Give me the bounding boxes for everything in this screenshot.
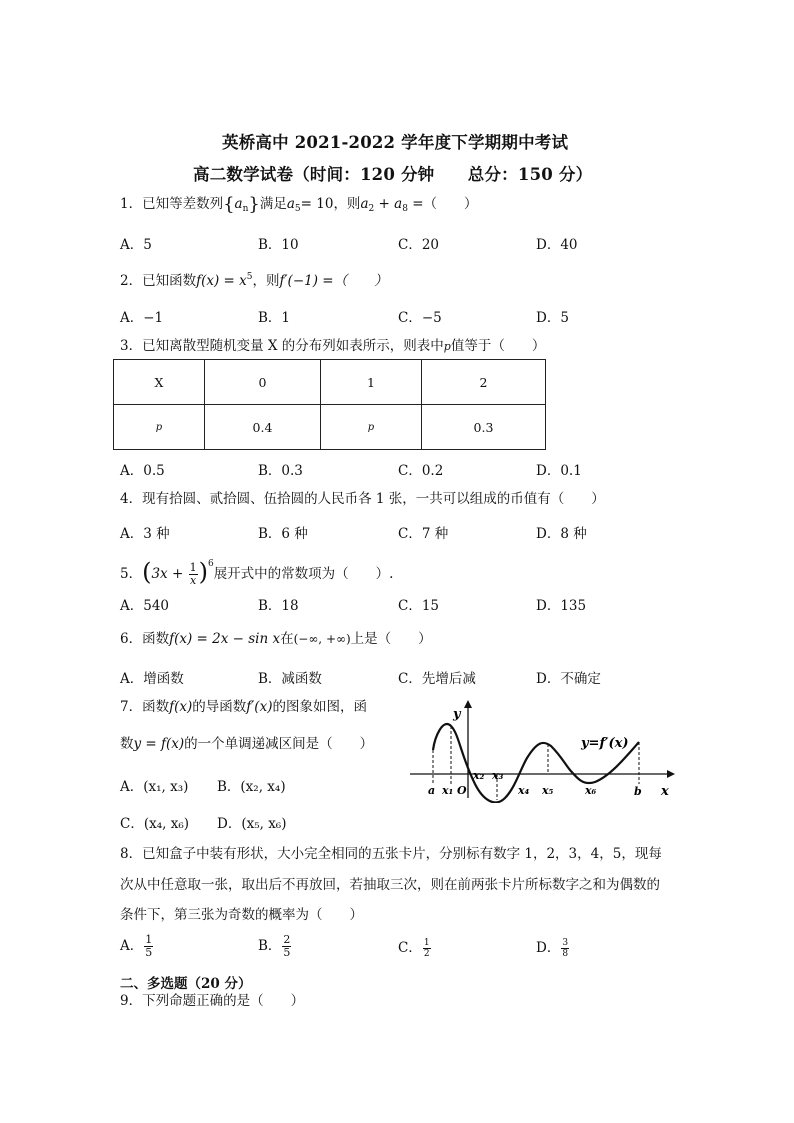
question-7-line-2: [120, 735, 373, 753]
exam-subtitle: 高二数学试卷（时间：120 分钟 总分：150 分）: [193, 165, 593, 184]
question-9: 9．下列命题正确的是（ ）: [120, 993, 305, 1009]
y-axis-label: y: [453, 707, 461, 722]
function-expr: f(x) = x: [196, 273, 247, 289]
table-row: [114, 405, 546, 450]
y-axis-arrow-icon: [464, 700, 472, 708]
option-label: C．: [398, 940, 422, 956]
q2-option-a: A．−1: [120, 310, 164, 326]
q1-option-b: B．10: [258, 237, 299, 253]
question-2-then: ，则: [252, 273, 280, 289]
q5-option-b: B．18: [258, 598, 299, 614]
q6-option-b: B．减函数: [258, 671, 322, 687]
option-fraction: [561, 938, 569, 959]
fraction-denominator: x: [189, 574, 197, 587]
fraction-numerator: 1: [423, 938, 430, 948]
question-3: [120, 337, 545, 356]
question-1-lead: 1．已知等差数列: [120, 196, 224, 212]
fraction-denominator: 8: [562, 949, 569, 959]
q4-option-d: D．8 种: [536, 526, 587, 542]
q1-option-d: D．40: [536, 237, 578, 253]
table-cell: 1: [321, 360, 422, 405]
derivative-expr: f′(−1) =（ ）: [279, 273, 388, 289]
option-fraction: [144, 934, 153, 959]
fraction-numerator: 1: [189, 561, 197, 574]
q4-option-c: C．7 种: [398, 526, 449, 542]
question-6-lead: 6．函数: [120, 631, 170, 647]
fraction-denominator: 2: [423, 949, 430, 959]
question-3-text-b: 值等于（ ）: [450, 338, 546, 354]
tick-label-x2: x₂: [473, 769, 485, 782]
table-cell: X: [114, 360, 205, 405]
distribution-table: [113, 359, 546, 450]
q7-option-d: D．(x₅, x₆): [217, 816, 287, 832]
binomial-fraction: [189, 562, 198, 587]
question-2-lead: 2．已知函数: [120, 273, 197, 289]
q5-option-c: C．15: [398, 598, 440, 614]
question-7-line-2-tail: 的一个单调递减区间是（ ）: [184, 736, 374, 752]
question-5-text: 展开式中的常数项为（ ）.: [213, 566, 394, 582]
function-exponent: 5: [246, 272, 253, 282]
binomial-exponent: 6: [207, 559, 214, 569]
seq-subscript: n: [242, 204, 249, 214]
question-1-mid: 满足: [259, 196, 287, 212]
q2-option-d: D．5: [536, 310, 569, 326]
tick-label-b: b: [634, 785, 642, 798]
seq-symbol: a: [234, 196, 243, 212]
q8-option-d: [536, 936, 570, 959]
question-7-line-2-lead: 数: [120, 736, 134, 752]
question-8-line-3: 条件下，第三张为奇数的概率为（ ）: [120, 907, 363, 923]
q8-option-a: [120, 934, 154, 959]
question-7-line-1: [120, 698, 367, 716]
tick-label-o: O: [457, 784, 467, 797]
derivative-expr: f′(x): [246, 699, 273, 715]
question-1-tail: =（ ）: [407, 196, 478, 212]
tick-label-x3: x₃: [492, 769, 504, 782]
function-expr: f(x): [169, 699, 193, 715]
option-label: B．: [258, 938, 282, 954]
x-axis-arrow-icon: [667, 770, 675, 778]
function-expr: f(x) = 2x − sin x: [169, 631, 281, 647]
question-6-mid: 在: [280, 631, 294, 647]
question-5-lead: 5．: [120, 566, 143, 582]
left-brace-icon: {: [223, 194, 235, 215]
table-cell: p: [114, 405, 205, 450]
q4-option-b: B．6 种: [258, 526, 308, 542]
table-cell: p: [321, 405, 422, 450]
exam-title: 英桥高中 2021-2022 学年度下学期期中考试: [222, 133, 569, 152]
variable-p: p: [443, 340, 451, 353]
table-cell: 0.4: [205, 405, 321, 450]
table-cell: 0: [205, 360, 321, 405]
q4-option-a: A．3 种: [120, 526, 170, 542]
left-paren-icon: (: [142, 558, 152, 586]
q6-option-a: A．增函数: [120, 671, 184, 687]
question-8-line-2: 次从中任意取一张，取出后不再放回，若抽取三次，则在前两张卡片所标数字之和为偶数的: [120, 877, 660, 893]
derivative-graph: [405, 698, 680, 803]
expr-a-subscript: 2: [368, 204, 375, 214]
fraction-numerator: 2: [283, 933, 291, 946]
section-2-title: 二、多选题（20 分）: [120, 976, 252, 992]
q2-option-b: B．1: [258, 310, 291, 326]
question-1: [120, 195, 478, 218]
table-cell: 2: [422, 360, 546, 405]
q3-option-b: B．0.3: [258, 463, 303, 479]
plus-sign: +: [374, 196, 395, 212]
tick-label-x1: x₁: [442, 784, 454, 797]
cond-subscript: 5: [294, 204, 301, 214]
q8-option-b: [258, 934, 292, 959]
binomial-base: 3x +: [151, 566, 188, 582]
q7-option-b: B．(x₂, x₄): [217, 779, 286, 795]
question-4: 4．现有拾圆、贰拾圆、伍拾圆的人民币各 1 张，一共可以组成的币值有（ ）: [120, 491, 605, 507]
y-function-expr: y = f(x): [133, 736, 185, 752]
right-brace-icon: }: [248, 194, 260, 215]
option-fraction: [282, 934, 291, 959]
question-3-text-a: 3．已知离散型随机变量 X 的分布列如表所示，则表中: [120, 338, 444, 354]
q5-option-d: D．135: [536, 598, 587, 614]
fraction-denominator: 5: [283, 946, 291, 959]
option-fraction: [423, 938, 431, 959]
table-row: [114, 360, 546, 405]
fraction-numerator: 3: [562, 938, 569, 948]
question-2: [120, 268, 388, 290]
cond-rhs: = 10: [300, 196, 334, 212]
fraction-denominator: 5: [145, 946, 153, 959]
q8-option-c: [398, 936, 432, 959]
tick-label-x6: x₆: [585, 784, 597, 797]
right-paren-icon: ): [198, 558, 208, 586]
curve-label: y=f′(x): [581, 736, 629, 751]
question-8-line-1: 8．已知盒子中装有形状，大小完全相同的五张卡片，分别标有数字 1，2，3，4，5，现每: [120, 846, 662, 862]
q7-option-c: C．(x₄, x₆): [120, 816, 189, 832]
tick-label-a: a: [428, 784, 436, 797]
q3-option-d: D．0.1: [536, 463, 582, 479]
question-7-tail: 的图象如图，函: [272, 699, 367, 715]
q2-option-c: C．−5: [398, 310, 442, 326]
tick-label-x5: x₅: [542, 784, 554, 797]
q7-option-a: A．(x₁, x₃): [120, 779, 189, 795]
question-6-tail: 上是（ ）: [350, 631, 432, 647]
option-label: A．: [120, 938, 144, 954]
question-7-lead: 7．函数: [120, 699, 170, 715]
table-cell: 0.3: [422, 405, 546, 450]
q6-option-c: C．先增后减: [398, 671, 476, 687]
expr-b-subscript: 8: [402, 204, 408, 214]
q3-option-c: C．0.2: [398, 463, 444, 479]
question-6: [120, 630, 432, 648]
fraction-numerator: 1: [145, 933, 153, 946]
q6-option-d: D．不确定: [536, 671, 601, 687]
q5-option-a: A．540: [120, 598, 170, 614]
option-label: D．: [536, 940, 561, 956]
expr-b-symbol: a: [394, 196, 403, 212]
q1-option-a: A．5: [120, 237, 152, 253]
interval-expr: (−∞, +∞): [293, 632, 351, 646]
cond-symbol: a: [286, 196, 295, 212]
tick-label-x4: x₄: [518, 784, 530, 797]
expr-a-symbol: a: [360, 196, 369, 212]
question-7-mid: 的导函数: [192, 699, 247, 715]
x-axis-label: x: [661, 784, 669, 799]
q1-option-c: C．20: [398, 237, 440, 253]
q3-option-a: A．0.5: [120, 463, 165, 479]
question-1-then: ，则: [333, 196, 361, 212]
question-5: [120, 551, 393, 587]
